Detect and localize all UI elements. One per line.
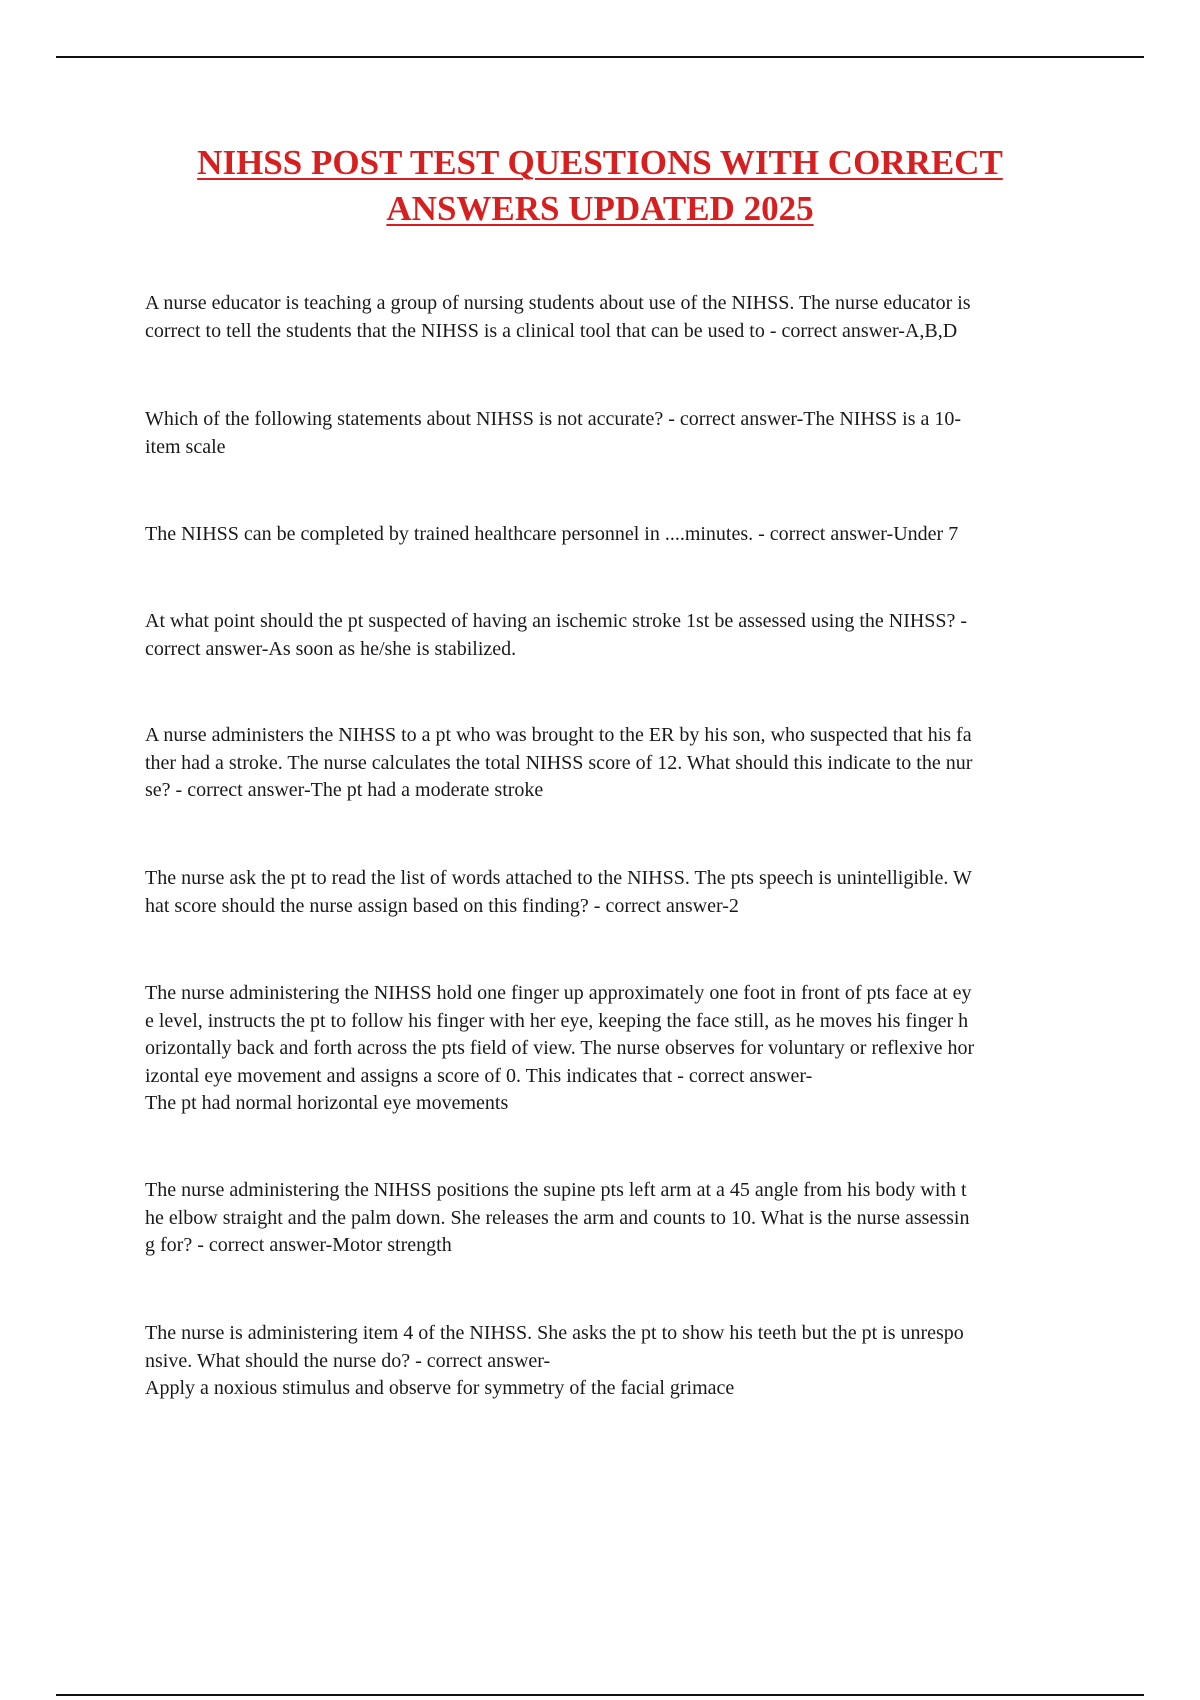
qa-line: Apply a noxious stimulus and observe for symmetry of the facial grimace [145,1377,735,1399]
qa-line: se? - correct answer-The pt had a moderate stroke [145,779,544,801]
qa-line: The nurse administering the NIHSS hold one finger up approximately one foot in front of pts face at ey [145,982,972,1004]
title-line-2: ANSWERS UPDATED 2025 [386,189,814,228]
qa-item [145,980,1090,1118]
qa-line: Which of the following statements about NIHSS is not accurate? - correct answer-The NIHSS is a 10- [145,408,962,430]
qa-line: A nurse administers the NIHSS to a pt who was brought to the ER by his son, who suspected that his fa [145,724,972,746]
qa-line: ther had a stroke. The nurse calculates the total NIHSS score of 12. What should this indicate to the nur [145,751,973,774]
qa-line: The NIHSS can be completed by trained healthcare personnel in ....minutes. - correct answer-Under 7 [145,523,959,545]
qa-line: he elbow straight and the palm down. She releases the arm and counts to 10. What is the nurse assessin [145,1206,970,1229]
qa-line: The nurse administering the NIHSS positions the supine pts left arm at a 45 angle from his body with t [145,1179,967,1201]
qa-line: orizontally back and forth across the pts field of view. The nurse observes for voluntary or reflexive hor [145,1037,975,1059]
qa-line: correct to tell the students that the NIHSS is a clinical tool that can be used to - correct answer-A,B,D [145,319,958,342]
qa-line: The nurse ask the pt to read the list of words attached to the NIHSS. The pts speech is unintelligible. W [145,867,972,889]
qa-line: correct answer-As soon as he/she is stabilized. [145,637,517,660]
qa-line: hat score should the nurse assign based on this finding? - correct answer-2 [145,894,739,917]
qa-item [145,722,1090,805]
qa-item [145,865,1090,920]
qa-line: g for? - correct answer-Motor strength [145,1234,452,1256]
qa-line: A nurse educator is teaching a group of nursing students about use of the NIHSS. The nurse educator is [145,292,971,314]
qa-line: The nurse is administering item 4 of the NIHSS. She asks the pt to show his teeth but the pt is unrespo [145,1322,964,1344]
top-rule [56,56,1144,58]
qa-line: At what point should the pt suspected of having an ischemic stroke 1st be assessed using the NIHSS? - [145,610,968,632]
qa-line: item scale [145,435,226,458]
qa-line: The pt had normal horizontal eye movements [145,1092,509,1114]
qa-item [145,406,1090,461]
qa-line: nsive. What should the nurse do? - correct answer- [145,1349,551,1372]
document-title [100,140,1100,232]
qa-line: izontal eye movement and assigns a score of 0. This indicates that - correct answer- [145,1064,813,1087]
qa-item [145,521,1090,549]
qa-line: e level, instructs the pt to follow his finger with her eye, keeping the face still, as he moves his finger h [145,1009,969,1032]
qa-item [145,608,1090,663]
qa-item [145,290,1090,345]
title-line-1: NIHSS POST TEST QUESTIONS WITH CORRECT [197,143,1003,182]
qa-item [145,1177,1090,1260]
qa-item [145,1320,1090,1403]
bottom-rule [56,1694,1144,1696]
